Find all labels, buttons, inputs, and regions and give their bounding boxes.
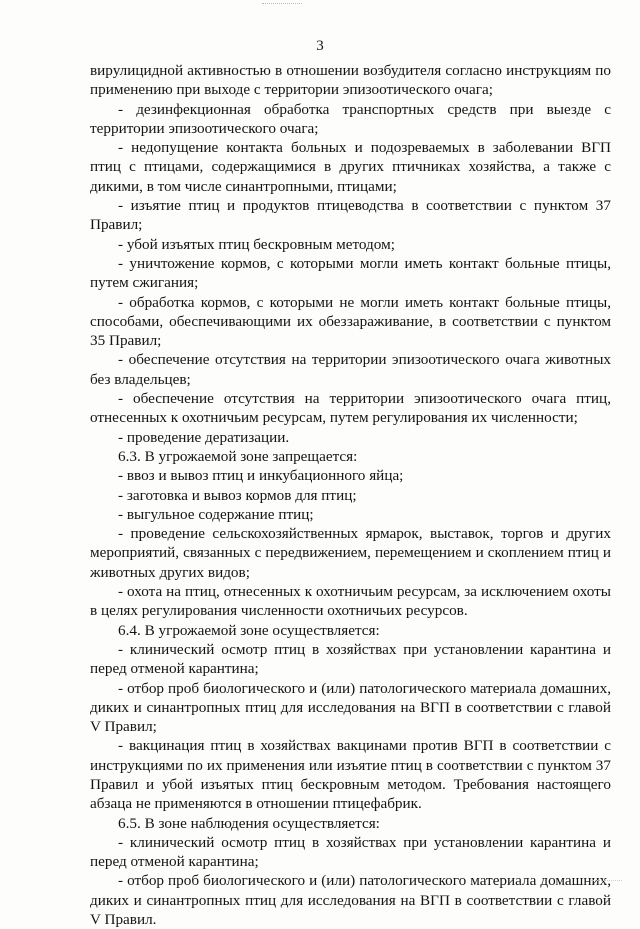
paragraph: 6.5. В зоне наблюдения осуществляется: [118,814,380,832]
paragraph: - охота на птиц, отнесенных к охотничьим ресурсам, за исключением охоты в целях регулирования численности охотничьих ресурсов. [90,583,611,620]
document-body [90,61,611,929]
scan-artifact-bottom [590,880,622,885]
paragraph: - убой изъятых птиц бескровным методом; [118,235,395,253]
paragraph: - изъятие птиц и продуктов птицеводства в соответствии с пунктом 37 Правил; [90,197,611,234]
paragraph: - проведение дератизации. [118,428,290,446]
paragraph: - обеспечение отсутствия на территории эпизоотического очага животных без владельцев; [90,351,611,388]
paragraph: вирулицидной активностью в отношении возбудителя согласно инструкциям по применению при выходе с территории эпизоотического очага; [90,62,611,99]
paragraph: - заготовка и вывоз кормов для птиц; [118,486,357,504]
paragraph: - недопущение контакта больных и подозреваемых в заболевании ВГП птиц с птицами, содержащимися в других птичниках хозяйства, а также с дикими, в том числе синантропными, птицами; [90,139,611,195]
paragraph: - обработка кормов, с которыми не могли иметь контакт больные птицы, способами, обеспечивающими их обеззараживание, в соответствии с пунктом 35 Правил; [90,293,611,350]
paragraph: - уничтожение кормов, с которыми могли иметь контакт больные птицы, путем сжигания; [90,254,611,292]
paragraph: - вакцинация птиц в хозяйствах вакцинами против ВГП в соответствии с инструкциями по их применения или изъятие птиц в соответствии с пунктом 37 Правил и убой изъятых птиц бескровным методом. Требования настоящего абзаца не применяются в отношении птицефабрик. [90,737,611,813]
paragraph: - проведение сельскохозяйственных ярмарок, выставок, торгов и других мероприятий, связанных с передвижением, перемещением и скоплением птиц и животных других видов; [90,525,611,581]
paragraph: - отбор проб биологического и (или) патологического материала домашних, диких и синантропных птиц для исследования на ВГП в соответствии с главой V Правил. [90,872,611,929]
scan-artifact-top [262,3,302,8]
paragraph: 6.3. В угрожаемой зоне запрещается: [118,447,358,465]
paragraph: - клинический осмотр птиц в хозяйствах при установлении карантина и перед отменой карантина; [90,833,611,871]
paragraph: - дезинфекционная обработка транспортных средств при выезде с территории эпизоотического очага; [90,100,611,137]
page-number: 3 [316,38,324,54]
paragraph: - клинический осмотр птиц в хозяйствах при установлении карантина и перед отменой карантина; [90,640,611,678]
paragraph: - выгульное содержание птиц; [118,505,314,523]
paragraph: - ввоз и вывоз птиц и инкубационного яйца; [118,467,404,485]
paragraph: 6.4. В угрожаемой зоне осуществляется: [118,621,380,639]
paragraph: - отбор проб биологического и (или) патологического материала домашних, диких и синантропных птиц для исследования на ВГП в соответствии с главой V Правил; [90,679,611,736]
paragraph: - обеспечение отсутствия на территории эпизоотического очага птиц, отнесенных к охотничьим ресурсам, путем регулирования их численности; [90,390,611,427]
